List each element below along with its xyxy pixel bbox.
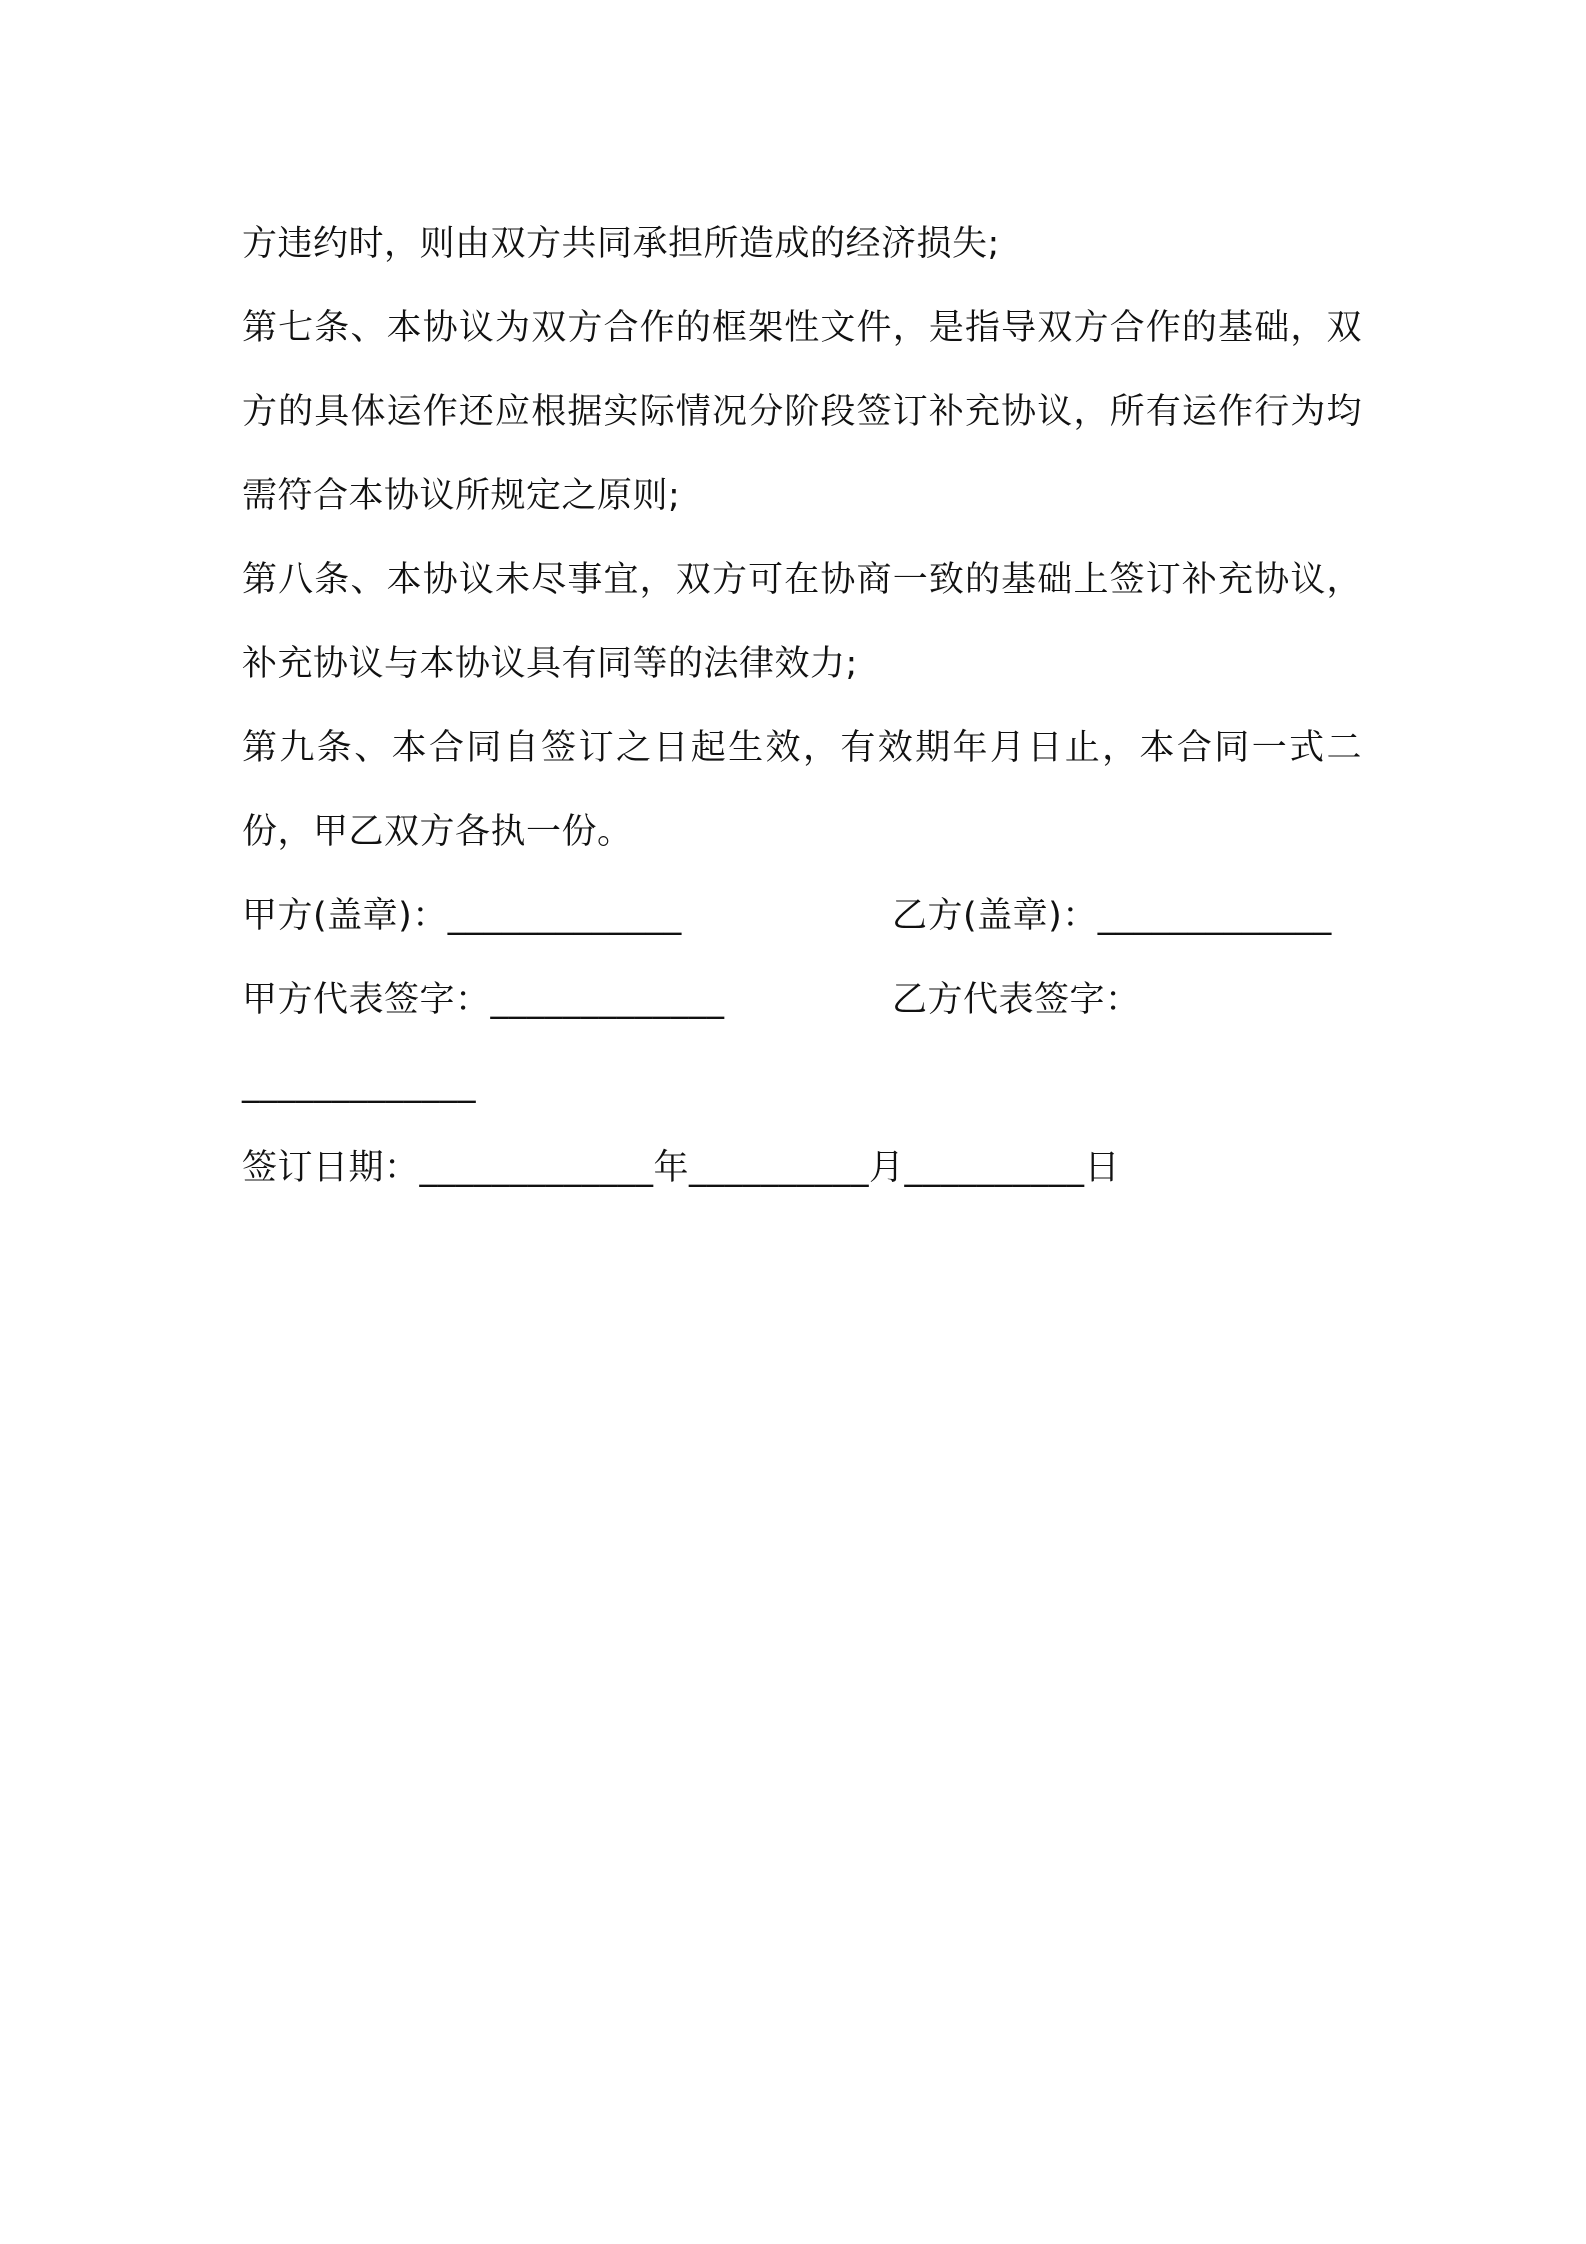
party-b-seal-field: 乙方(盖章)：_____________ — [892, 896, 1332, 936]
signing-date-row — [242, 1126, 1362, 1210]
seal-row — [242, 874, 1362, 958]
party-b-representative-blank-row — [242, 1042, 1362, 1126]
signing-date-field: 签订日期：_____________年__________月__________日 — [242, 1148, 1121, 1188]
party-a-representative-field: 甲方代表签字：_____________ — [242, 980, 725, 1020]
document-body — [242, 202, 1362, 1210]
party-b-representative-blank: _____________ — [242, 1064, 476, 1104]
paragraph-article-7: 第七条、本协议为双方合作的框架性文件，是指导双方合作的基础，双方的具体运作还应根据实际情况分阶段签订补充协议，所有运作行为均需符合本协议所规定之原则; — [242, 308, 1362, 516]
representative-row — [242, 958, 1362, 1042]
paragraph-article-8: 第八条、本协议未尽事宜，双方可在协商一致的基础上签订补充协议，补充协议与本协议具有同等的法律效力; — [242, 560, 1362, 684]
party-b-representative-field: 乙方代表签字： — [892, 980, 1141, 1020]
party-a-seal-field: 甲方(盖章)：_____________ — [242, 896, 682, 936]
paragraph-article-6-tail: 方违约时，则由双方共同承担所造成的经济损失; — [242, 224, 1000, 264]
paragraph-article-9: 第九条、本合同自签订之日起生效，有效期年月日止，本合同一式二份，甲乙双方各执一份。 — [242, 728, 1362, 852]
